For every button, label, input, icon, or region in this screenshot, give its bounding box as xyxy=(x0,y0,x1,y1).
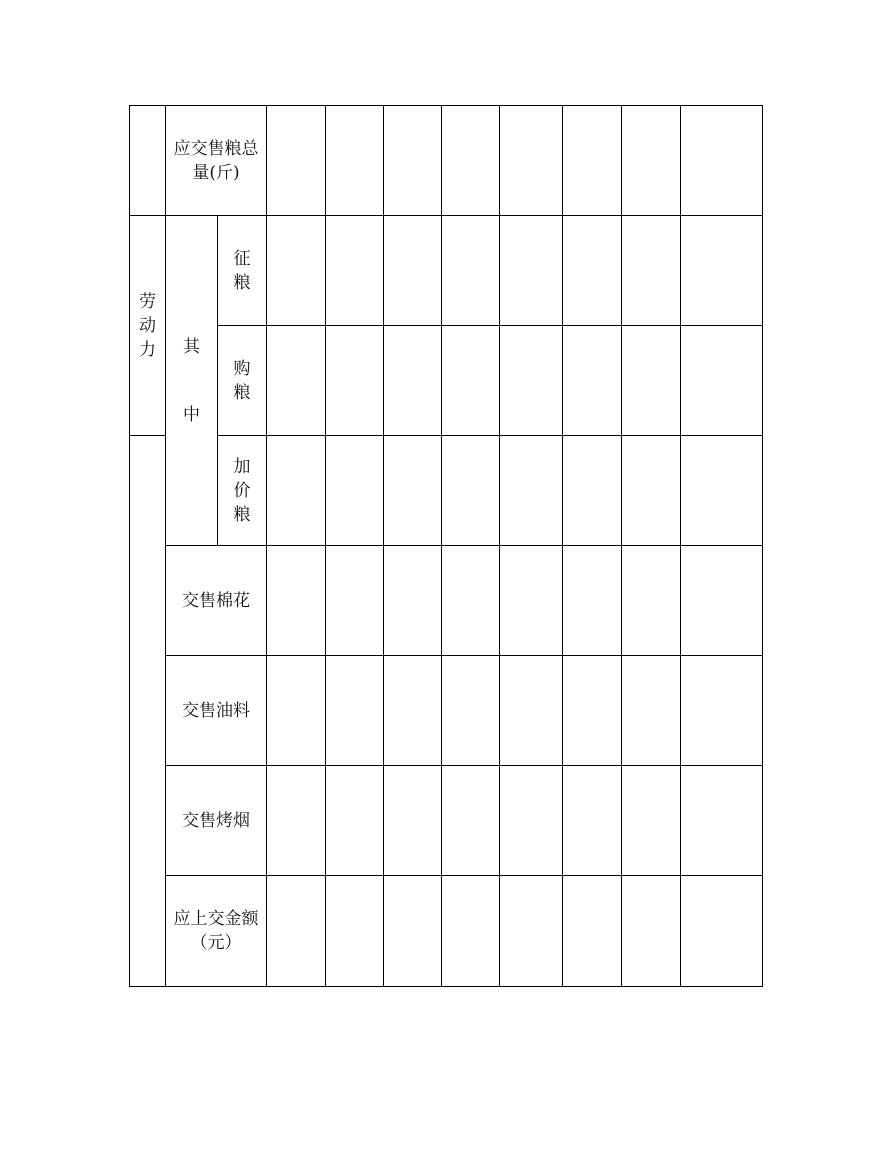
row-label-grain-total: 应交售粮总 量(斤) xyxy=(173,138,259,183)
column-divider xyxy=(266,105,267,987)
row-label-oil: 交售油料 xyxy=(182,700,250,721)
row-label-cotton: 交售棉花 xyxy=(182,590,250,611)
row-divider xyxy=(129,435,165,436)
row-label-tobacco: 交售烤烟 xyxy=(182,810,250,831)
column-divider xyxy=(562,105,563,987)
row-label-labor: 劳 动 力 xyxy=(139,291,156,360)
table-border-bottom xyxy=(129,986,763,987)
row-label-levy-grain: 征 粮 xyxy=(233,248,251,293)
column-divider xyxy=(441,105,442,987)
table-border-right xyxy=(762,105,763,987)
column-divider xyxy=(499,105,500,987)
column-divider xyxy=(680,105,681,987)
row-divider xyxy=(217,325,763,326)
column-divider xyxy=(383,105,384,987)
row-label-payment: 应上交金额 （元） xyxy=(173,909,259,953)
column-divider xyxy=(621,105,622,987)
row-divider xyxy=(217,435,763,436)
grain-sales-form-table xyxy=(129,105,763,987)
row-label-purchase-grain: 购 粮 xyxy=(233,358,251,403)
row-label-of-which: 其 中 xyxy=(183,336,200,425)
row-label-premium-grain: 加 价 粮 xyxy=(233,456,251,525)
column-divider xyxy=(325,105,326,987)
